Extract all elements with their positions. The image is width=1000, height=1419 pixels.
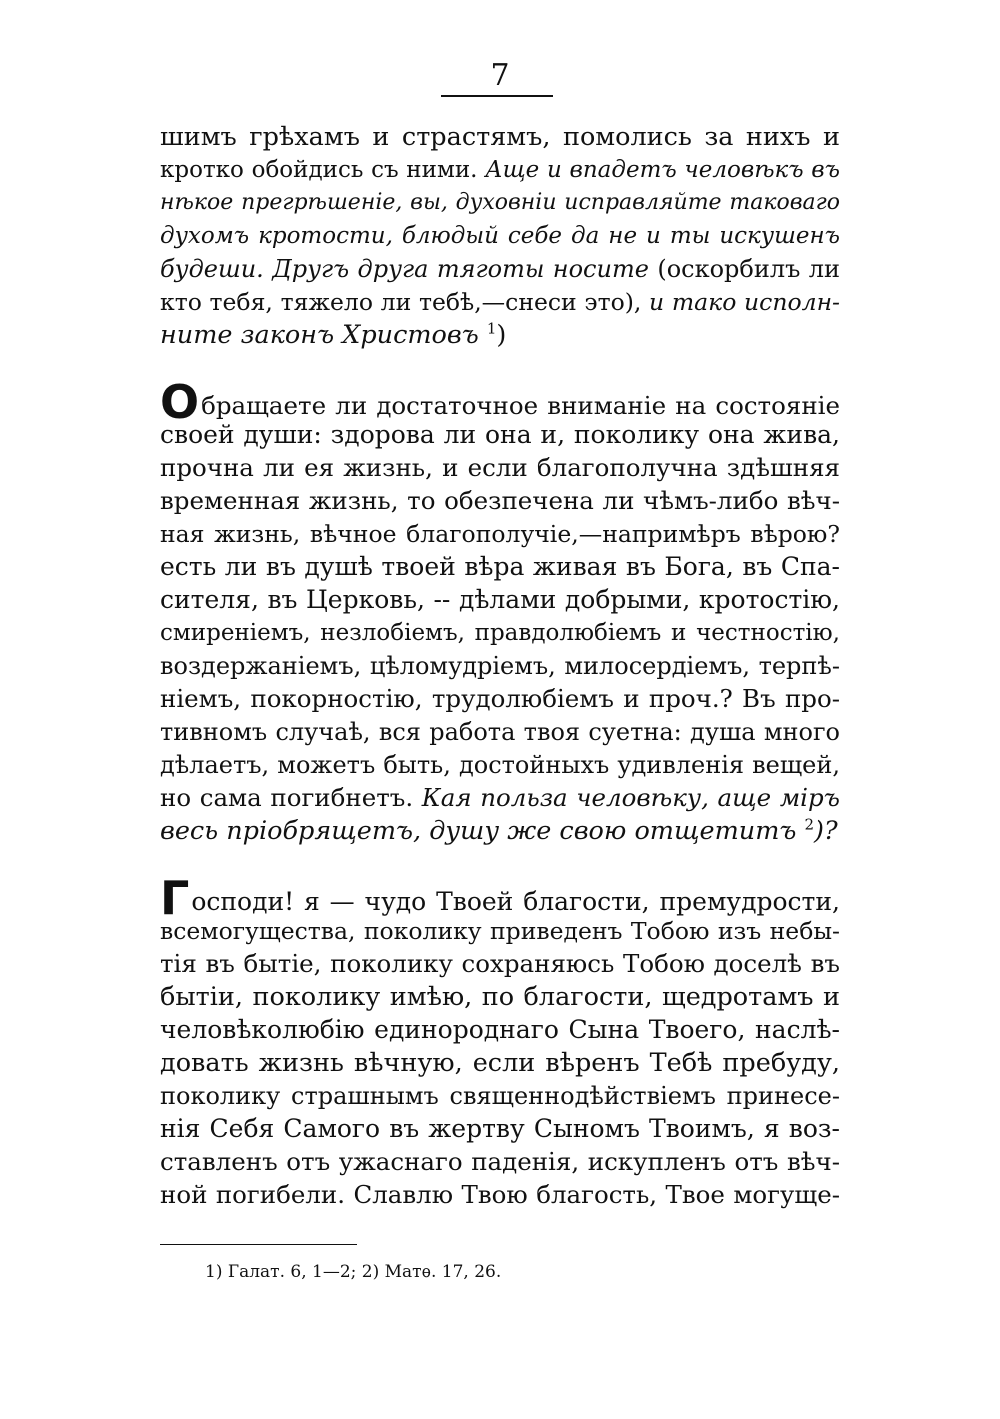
text-line: прочна ли ея жизнь, и если благополучна здѣшняя (160, 453, 840, 482)
text-line: дѣлаетъ, можетъ быть, достойныхъ удивленія вещей, (160, 751, 840, 779)
text-line: временная жизнь, то обезпечена ли чѣмъ-либо вѣч- (160, 486, 840, 515)
text-line: Господи! я — чудо Твоей благости, премудрости, (160, 871, 840, 925)
text-line: смиреніемъ, незлобіемъ, правдолюбіемъ и честностію, (160, 620, 840, 646)
text-line: нѣкое прегрѣшеніе, вы, духовніи исправляйте таковаго (160, 190, 840, 215)
footnote-rule (160, 1244, 357, 1245)
text-line: весь пріобрящетъ, душу же свою отщетитъ $^2$)? (160, 815, 838, 846)
text-line: бытіи, поколику имѣю, по благости, щедротамъ и (160, 982, 840, 1012)
text-line: будеши. Другъ друга тяготы носите (оскорбилъ ли (160, 255, 840, 283)
text-line: сителя, въ Церковь, -- дѣлами добрыми, кротостію, (160, 585, 840, 614)
text-line: поколику страшнымъ священнодѣйствіемъ принесе- (160, 1082, 840, 1110)
text-line: ните законъ Христовъ $^1$) (160, 319, 507, 350)
text-line: кротко обойдись съ ними. Аще и впадетъ человѣкъ въ (160, 157, 840, 183)
drop-cap: О (160, 375, 200, 429)
footnote: 1) Галат. 6, 1—2; 2) Матѳ. 17, 26. (205, 1262, 502, 1282)
text-line: воздержаніемъ, цѣломудріемъ, милосердіемъ, терпѣ- (160, 652, 840, 680)
text-line: но сама погибнетъ. Кая польза человѣку, аще міръ (160, 783, 840, 812)
text-line: шимъ грѣхамъ и страстямъ, помолись за нихъ и (160, 122, 840, 152)
text-line: ніемъ, покорностію, трудолюбіемъ и проч.? Въ про- (160, 684, 840, 713)
text-line: есть ли въ душѣ твоей вѣра живая въ Бога, въ Спа- (160, 552, 840, 581)
text-line: ной погибели. Славлю Твою благость, Твое могуще- (160, 1180, 840, 1209)
page-number: 7 (490, 58, 510, 93)
text-line: ная жизнь, вѣчное благополучіе,—напримѣръ вѣрою? (160, 520, 840, 548)
footnote-ref-1: 1 (486, 319, 497, 338)
text-line: ставленъ отъ ужаснаго паденія, искупленъ отъ вѣч- (160, 1147, 840, 1176)
text-line: духомъ кротости, блюдый себе да не и ты искушенъ (160, 223, 840, 249)
text-line: всемогущества, поколику приведенъ Тобою изъ небы- (160, 917, 840, 945)
footnote-ref-2: 2 (804, 815, 815, 834)
drop-cap: Г (160, 871, 190, 925)
text-line: человѣколюбію единороднаго Сына Твоего, наслѣ- (160, 1015, 840, 1044)
text-line: довать жизнь вѣчную, если вѣренъ Тебѣ пребуду, (160, 1048, 840, 1078)
text-line: тія въ бытіе, поколику сохраняюсь Тобою доселѣ въ (160, 949, 840, 978)
text-line: нія Себя Самого въ жертву Сыномъ Твоимъ, я воз- (160, 1114, 840, 1143)
header-rule (441, 95, 553, 97)
text-line: Обращаете ли достаточное вниманіе на состояніе (160, 375, 840, 429)
text-line: тивномъ случаѣ, вся работа твоя суетна: душа много (160, 718, 840, 746)
text-line: кто тебя, тяжело ли тебѣ,—снеси это), и тако исполн- (160, 288, 840, 316)
text-line: своей души: здорова ли она и, поколику она жива, (160, 420, 840, 449)
